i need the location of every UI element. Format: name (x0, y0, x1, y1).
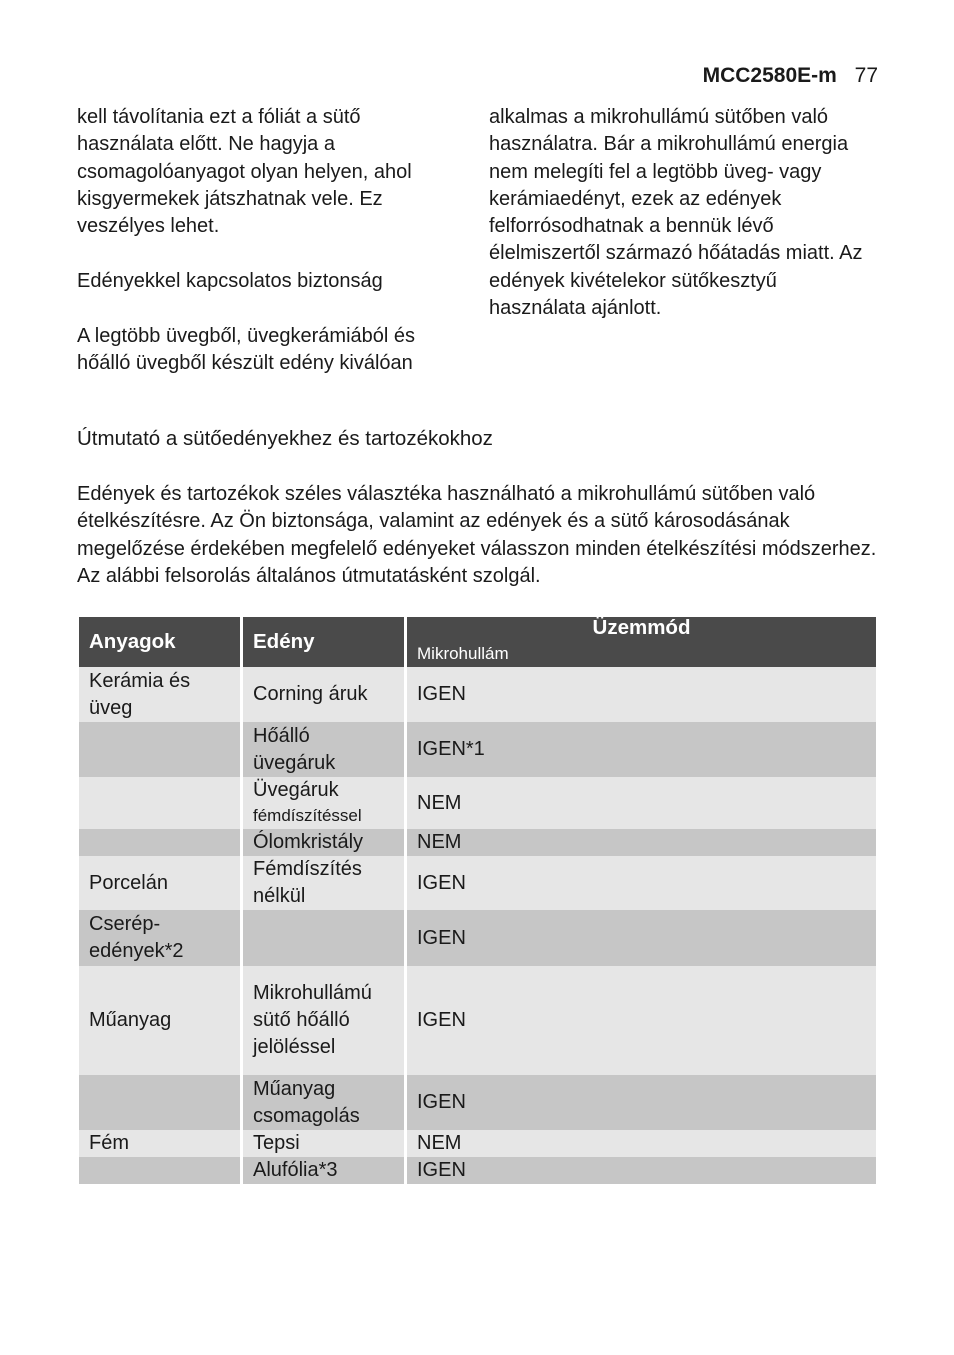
left-paragraph-2: A legtöbb üvegből, üvegkerámiából és hőálló üvegből készült edény kiválóan (77, 324, 416, 375)
cell-dish: Corning áruk (242, 667, 406, 722)
cookware-table (76, 617, 879, 1184)
table-row (78, 966, 878, 1075)
cell-dish: Ólomkristály (242, 829, 406, 856)
cell-material: Cserép-edények*2 (78, 910, 242, 966)
cell-material: Kerámia és üveg (78, 667, 242, 722)
cell-dish-small: fémdíszítéssel (253, 806, 362, 825)
table-row (78, 856, 878, 910)
cell-value: IGEN (406, 966, 878, 1075)
cell-dish: Alufólia*3 (242, 1157, 406, 1184)
left-paragraph-1: kell távolítania ezt a fóliát a sütő használata előtt. Ne hagyja a csomagolóanyagot olyan helyen, ahol kisgyermekek játszhatnak vele. Ez veszélyes lehet. (77, 106, 412, 238)
page-header (703, 64, 878, 88)
left-column (77, 104, 462, 377)
cell-material (78, 829, 242, 856)
table-header-row (78, 617, 878, 667)
cell-dish: Fémdíszítés nélkül (242, 856, 406, 910)
table-row (78, 777, 878, 829)
cell-material (78, 722, 242, 777)
table-row (78, 667, 878, 722)
model-number: MCC2580E-m (702, 64, 837, 87)
cell-dish: Műanyag csomagolás (242, 1075, 406, 1130)
cell-dish-main: Üvegáruk (253, 779, 339, 801)
table-row (78, 722, 878, 777)
cell-value: NEM (406, 1130, 878, 1157)
cell-value: IGEN (406, 910, 878, 966)
cell-material: Műanyag (78, 966, 242, 1075)
table-row (78, 829, 878, 856)
safety-subheading: Edényekkel kapcsolatos biztonság (77, 270, 383, 293)
header-mode (406, 617, 878, 667)
cell-material: Fém (78, 1130, 242, 1157)
table-row (78, 1130, 878, 1157)
header-material: Anyagok (78, 617, 242, 667)
right-paragraph-1: alkalmas a mikrohullámú sütőben való használatra. Bár a mikrohullámú energia nem melegíti fel a legtöbb üveg- vagy kerámiaedényt, ezek az edények felforrósodhatnak a bennük lévő élelmiszertől származó hőátadás miatt. Az edények kivételekor sütőkesztyű használata ajánlott. (489, 106, 863, 320)
cell-material: Porcelán (78, 856, 242, 910)
cell-value: NEM (406, 777, 878, 829)
header-dish: Edény (242, 617, 406, 667)
cell-value: NEM (406, 829, 878, 856)
cell-dish (242, 910, 406, 966)
cell-value: IGEN (406, 856, 878, 910)
table-row (78, 1157, 878, 1184)
header-mode-sub: Mikrohullám (417, 644, 509, 663)
cell-dish (242, 777, 406, 829)
header-mode-title: Üzemmód (592, 616, 691, 639)
cell-dish: Mikrohullámú sütő hőálló jelöléssel (242, 966, 406, 1075)
right-column (489, 104, 874, 322)
cell-dish: Hőálló üvegáruk (242, 722, 406, 777)
cell-material (78, 1075, 242, 1130)
table-row (78, 910, 878, 966)
cell-value: IGEN (406, 667, 878, 722)
cell-dish: Tepsi (242, 1130, 406, 1157)
section-intro: Edények és tartozékok széles választéka használható a mikrohullámú sütőben való ételkészítésre. Az Ön biztonsága, valamint az edények és a sütő károsodásának megelőzése érdekében megfelelő edényeket válasszon minden ételkészítési módszerhez. Az alábbi felsorolás általános útmutatásként szolgál. (77, 483, 877, 587)
cell-value: IGEN (406, 1157, 878, 1184)
table-row (78, 1075, 878, 1130)
cell-material (78, 777, 242, 829)
cell-value: IGEN*1 (406, 722, 878, 777)
cell-material (78, 1157, 242, 1184)
page-number: 77 (854, 64, 878, 87)
cell-value: IGEN (406, 1075, 878, 1130)
section-title: Útmutató a sütőedényekhez és tartozékokhoz (77, 427, 493, 450)
